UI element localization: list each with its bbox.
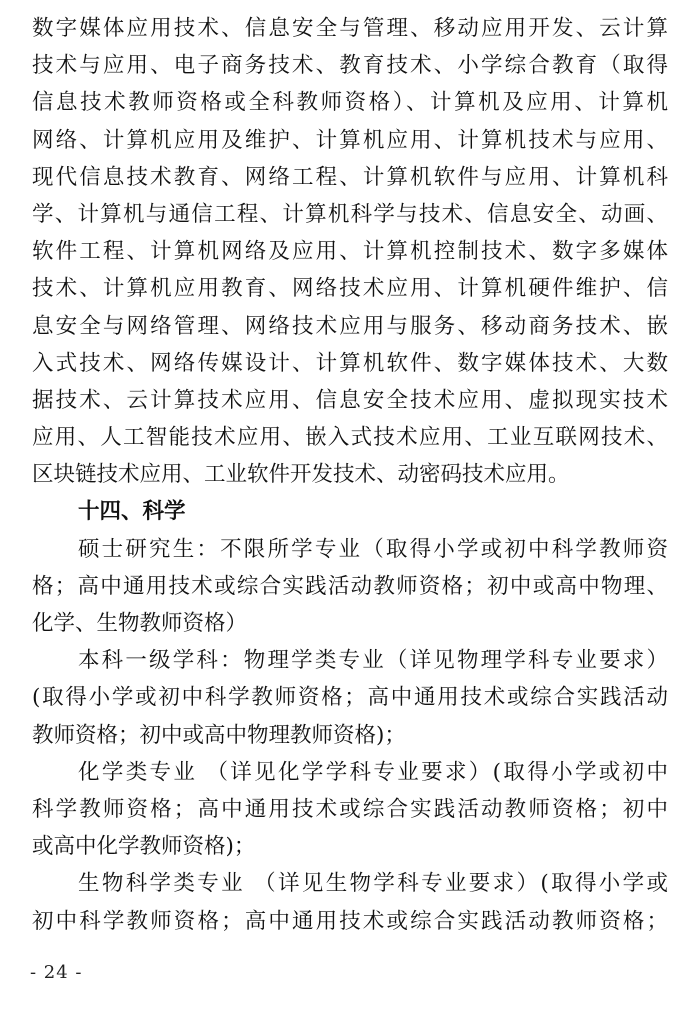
paragraph-start-line: 化学类专业 （详见化学学科专业要求）(取得小学或初中 bbox=[78, 759, 668, 785]
text-line: 现代信息技术教育、网络工程、计算机软件与应用、计算机科 bbox=[32, 164, 668, 190]
text-line: 学、计算机与通信工程、计算机科学与技术、信息安全、动画、 bbox=[32, 201, 668, 227]
text-line: 网络、计算机应用及维护、计算机应用、计算机技术与应用、 bbox=[32, 127, 668, 153]
text-line: 软件工程、计算机网络及应用、计算机控制技术、数字多媒体 bbox=[32, 239, 668, 265]
text-line: 数字媒体应用技术、信息安全与管理、移动应用开发、云计算 bbox=[32, 16, 668, 41]
text-line-end: 教师资格；初中或高中物理教师资格)； bbox=[32, 722, 406, 748]
text-line: 入式技术、网络传媒设计、计算机软件、数字媒体技术、大数 bbox=[32, 350, 668, 376]
text-line: 技术、计算机应用教育、网络技术应用、计算机硬件维护、信 bbox=[32, 276, 668, 302]
paragraph-start-line: 生物科学类专业 （详见生物学科专业要求）(取得小学或 bbox=[78, 871, 668, 897]
text-line: 技术与应用、电子商务技术、教育技术、小学综合教育（取得 bbox=[32, 53, 668, 79]
text-line: 科学教师资格；高中通用技术或综合实践活动教师资格；初中 bbox=[32, 796, 668, 822]
text-line: (取得小学或初中科学教师资格；高中通用技术或综合实践活动 bbox=[32, 685, 668, 711]
text-line-end: 化学、生物教师资格） bbox=[32, 611, 248, 636]
text-line: 格；高中通用技术或综合实践活动教师资格；初中或高中物理、 bbox=[32, 573, 668, 599]
text-line: 应用、人工智能技术应用、嵌入式技术应用、工业互联网技术、 bbox=[32, 425, 668, 451]
paragraph-start-line: 本科一级学科：物理学类专业（详见物理学科专业要求） bbox=[78, 648, 668, 674]
text-line: 初中科学教师资格；高中通用技术或综合实践活动教师资格； bbox=[32, 908, 668, 934]
text-line: 据技术、云计算技术应用、信息安全技术应用、虚拟现实技术 bbox=[32, 387, 668, 413]
page-number: - 24 - bbox=[30, 962, 83, 983]
document-body bbox=[32, 10, 668, 940]
text-line: 信息技术教师资格或全科教师资格）、计算机及应用、计算机 bbox=[32, 90, 668, 116]
text-line-end: 或高中化学教师资格)； bbox=[32, 834, 256, 860]
paragraph-start-line: 硕士研究生：不限所学专业（取得小学或初中科学教师资 bbox=[78, 536, 668, 562]
text-line: 息安全与网络管理、网络技术应用与服务、移动商务技术、嵌 bbox=[32, 313, 668, 339]
text-line-end: 区块链技术应用、工业软件开发技术、动密码技术应用。 bbox=[32, 462, 570, 488]
section-heading: 十四、科学 bbox=[78, 499, 186, 525]
